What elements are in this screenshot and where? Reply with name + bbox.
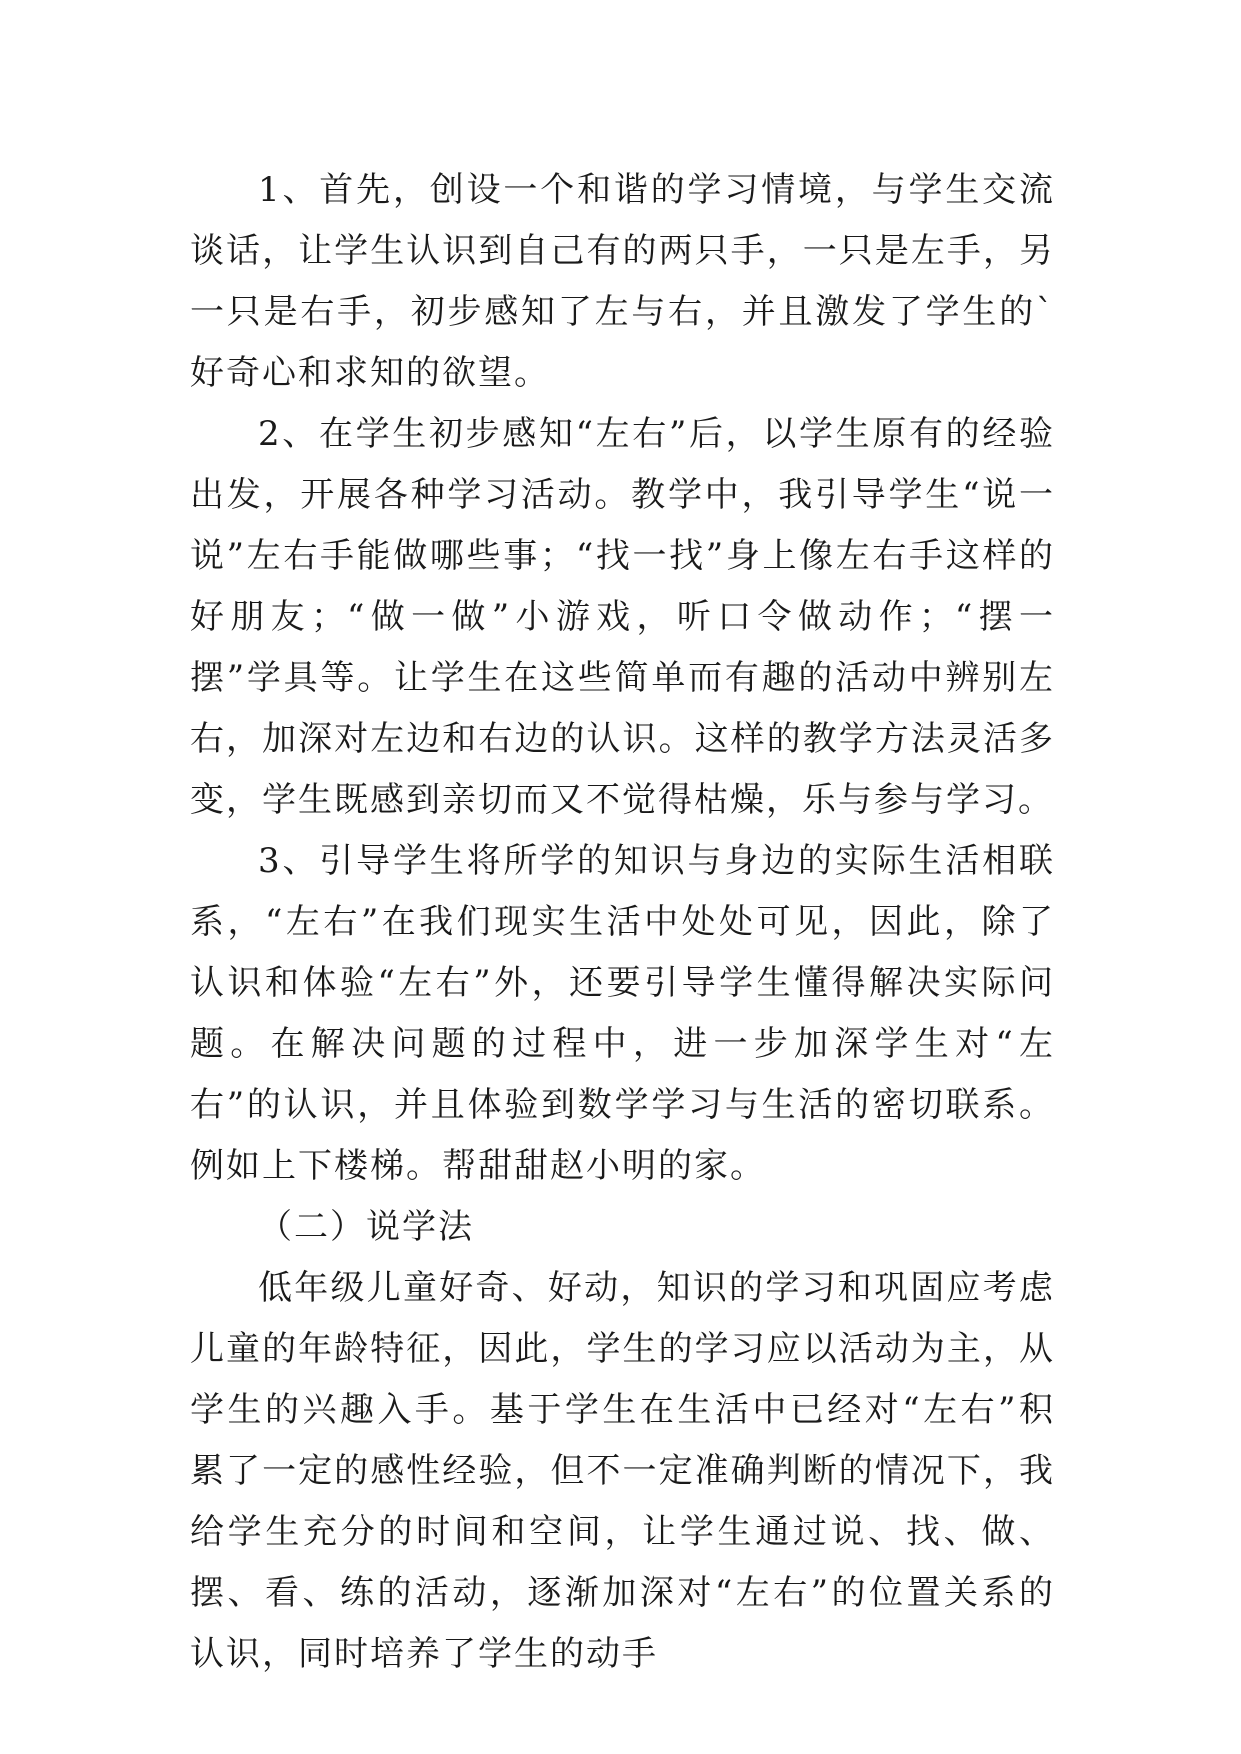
paragraph-3: 3、引导学生将所学的知识与身边的实际生活相联系，“左右”在我们现实生活中处处可见，因此，除了认识和体验“左右”外，还要引导学生懂得解决实际问题。在解决问题的过程中，进一步加深学生对“左右”的认识，并且体验到数学学习与生活的密切联系。例如上下楼梯。帮甜甜赵小明的家。 xyxy=(190,841,1055,1186)
paragraph-1: 1、首先，创设一个和谐的学习情境，与学生交流谈话，让学生认识到自己有的两只手，一只是左手，另一只是右手，初步感知了左与右，并且激发了学生的`好奇心和求知的欲望。 xyxy=(190,170,1055,393)
section-heading: （二）说学法 xyxy=(258,1207,474,1247)
document-body xyxy=(190,160,1055,1685)
paragraph-2: 2、在学生初步感知“左右”后，以学生原有的经验出发，开展各种学习活动。教学中，我引导学生“说一说”左右手能做哪些事；“找一找”身上像左右手这样的好朋友；“做一做”小游戏，听口令做动作；“摆一摆”学具等。让学生在这些简单而有趣的活动中辨别左右，加深对左边和右边的认识。这样的教学方法灵活多变，学生既感到亲切而又不觉得枯燥，乐与参与学习。 xyxy=(190,414,1055,820)
section-paragraph: 低年级儿童好奇、好动，知识的学习和巩固应考虑儿童的年龄特征，因此，学生的学习应以活动为主，从学生的兴趣入手。基于学生在生活中已经对“左右”积累了一定的感性经验，但不一定准确判断的情况下，我给学生充分的时间和空间，让学生通过说、找、做、摆、看、练的活动，逐渐加深对“左右”的位置关系的认识，同时培养了学生的动手 xyxy=(190,1268,1055,1674)
